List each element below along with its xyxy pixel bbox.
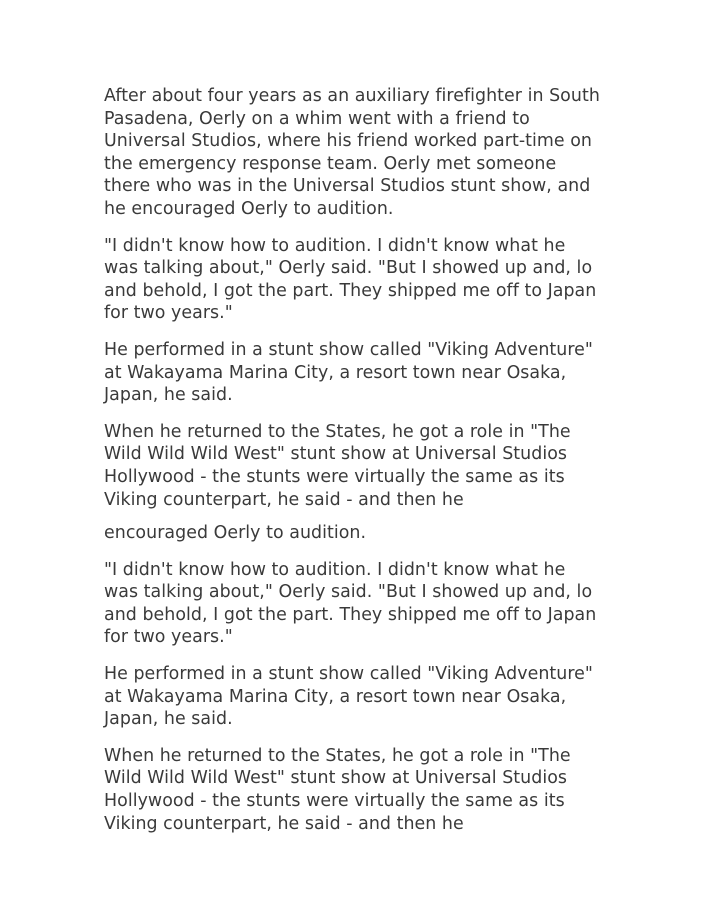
paragraph-4: When he returned to the States, he got a role in "The Wild Wild Wild West" stunt show at Universal Studios Hollywood - the stunts were virtually the same as its Viking counterpart, he said - and then he xyxy=(104,421,571,510)
paragraph-6: "I didn't know how to audition. I didn't know what he was talking about," Oerly said. "But I showed up and, lo and behold, I got the part. They shipped me off to Japan for two years." xyxy=(104,559,597,648)
paragraph-2: "I didn't know how to audition. I didn't know what he was talking about," Oerly said. "But I showed up and, lo and behold, I got the part. They shipped me off to Japan for two years." xyxy=(104,235,597,324)
paragraph-7: He performed in a stunt show called "Viking Adventure" at Wakayama Marina City, a resort town near Osaka, Japan, he said. xyxy=(104,664,593,730)
article-body xyxy=(104,85,604,849)
paragraph-8: When he returned to the States, he got a role in "The Wild Wild Wild West" stunt show at Universal Studios Hollywood - the stunts were virtually the same as its Viking counterpart, he said - and then he xyxy=(104,745,571,834)
paragraph-1: After about four years as an auxiliary firefighter in South Pasadena, Oerly on a whim went with a friend to Universal Studios, where his friend worked part-time on the emergency response team. Oerly met someone there who was in the Universal Studios stunt show, and he encouraged Oerly to audition. xyxy=(104,86,600,219)
paragraph-3: He performed in a stunt show called "Viking Adventure" at Wakayama Marina City, a resort town near Osaka, Japan, he said. xyxy=(104,339,593,406)
paragraph-5: encouraged Oerly to audition. xyxy=(104,523,367,544)
